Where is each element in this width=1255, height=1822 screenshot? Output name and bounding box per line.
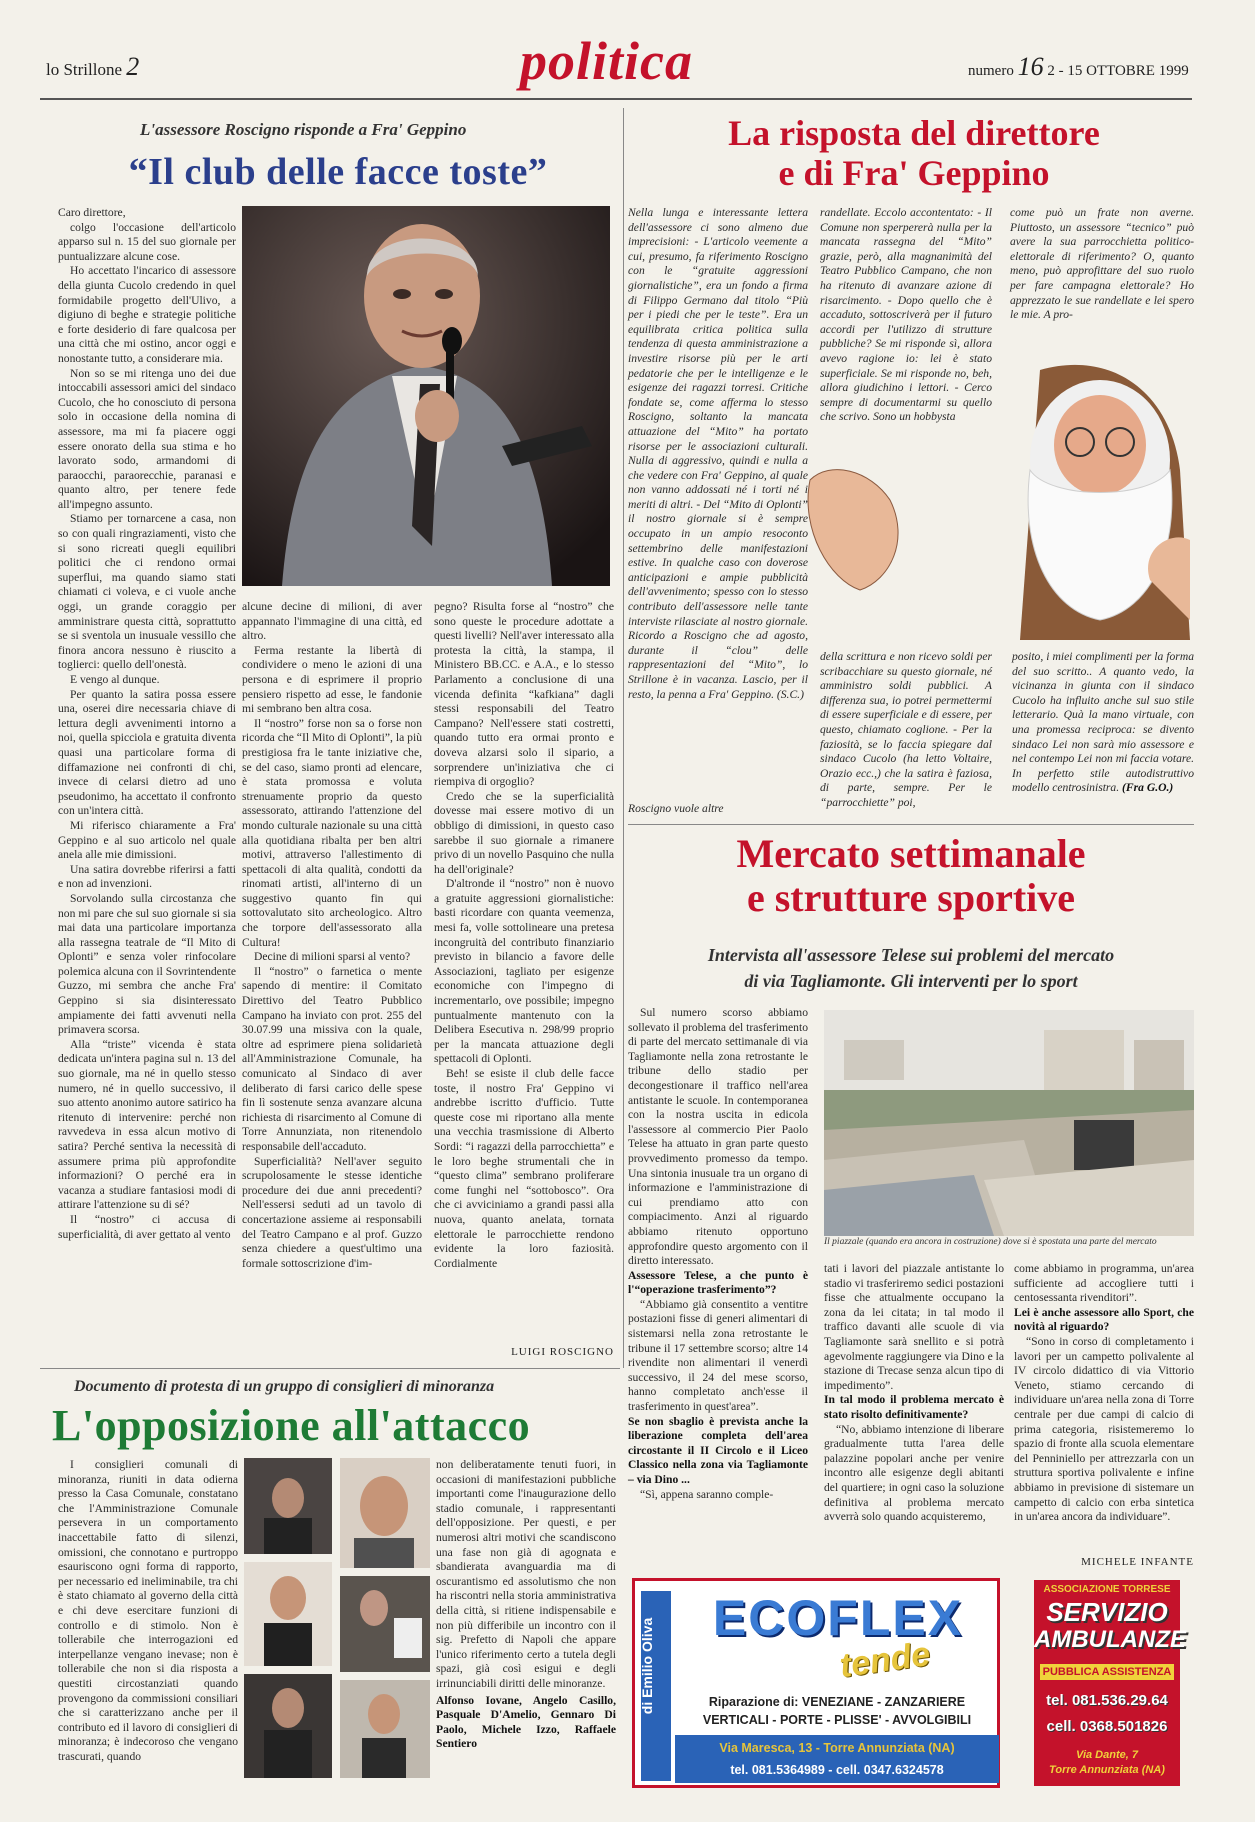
article3-headline bbox=[628, 832, 1194, 920]
issue-number: 16 bbox=[1017, 52, 1044, 81]
article2-column-1 bbox=[628, 206, 808, 810]
paragraph: Caro direttore, bbox=[58, 206, 126, 219]
paragraph: come può un frate non averne. Piuttosto, un assessore “tecnico” può avere la sua parrocchietta politico-elettorale di riferimento? O, quanto meno, può approfittare del suo ruolo per fare campagna elettorale? Ho apprezzato le sue randellate e lei spero le mie. A pro- bbox=[1010, 206, 1194, 322]
paragraph: “Abbiamo già consentito a ventitre postazioni fisse di generi alimentari di sistemarsi nella zona retrostante le tribune il 17 settembre scorso; altre 14 rivendite non alimentari il venerdì successivo, il 24 del mese scorso, hanno completato anch'esse il trasferimento in quest'area”. bbox=[628, 1297, 808, 1414]
publication-name: lo Strillone bbox=[46, 60, 123, 79]
article3-headline-line2: e strutture sportive bbox=[746, 875, 1076, 920]
paragraph: Il “nostro” ci accusa di superficialità, di aver gettato al vento bbox=[58, 1212, 236, 1241]
paragraph: Il “nostro” forse non sa o forse non ricorda che “Il Mito di Oplonti”, la più prestigiosa fra le tante iniziative che, se del caso, siamo pronti ad elencare, è stata promossa e voluta strenuamente proprio da questo assessorato, attirando l'attenzione del mondo culturale nazionale su una città alla quotidiana ribalta per ben altri motivi, attraverso l'allestimento di spettacoli di alta qualità, condotti da rinomati artisti, all'interno di un suggestivo quanto fin qui sottovalutato sito archeologico. Altro che torpore dell'assessorato alla Cultura! bbox=[242, 716, 422, 949]
article2-column-3-bottom bbox=[1012, 650, 1194, 820]
header-rule bbox=[40, 98, 1192, 100]
ambulanze-band: PUBBLICA ASSISTENZA bbox=[1040, 1664, 1174, 1680]
article2-column-2-bottom bbox=[820, 650, 992, 820]
ecoflex-line1: Riparazione di: VENEZIANE - ZANZARIERE bbox=[708, 1695, 966, 1709]
paragraph: Una satira dovrebbe riferirsi a fatti e non ad invenzioni. bbox=[58, 862, 236, 891]
paragraph: Ho accettato l'incarico di assessore della giunta Cucolo credendo in quel formidabile progetto dell'Ulivo, a digiuno di beghe e strategie politiche e forte desiderio di fare qualcosa per una città che mi ostino, ancor oggi e nonostante tutto, a considerare mia. bbox=[58, 264, 236, 365]
paragraph: alcune decine di milioni, di aver appannato l'immagine di una città, ed altro. bbox=[242, 600, 422, 643]
paragraph: Non so se mi ritenga uno dei due intoccabili assessori amici del sindaco Cucolo, che ho conosciuto di persona solo in occasione della nomina di assessore, ma mi fa piacere oggi essere onorato della sua stima e ho lavorato sodo, armandomi di paraocchi, paraorecchie, paranasi e quanto altro, per tenere fede all'impegno assunto. bbox=[58, 366, 236, 511]
page-number: 2 bbox=[126, 52, 140, 81]
article3-column-2 bbox=[824, 1262, 1004, 1572]
article1-column-3 bbox=[434, 600, 614, 1340]
ecoflex-ad bbox=[632, 1578, 1000, 1788]
bottom-rule bbox=[40, 1368, 620, 1369]
ecoflex-line2: VERTICALI - PORTE - PLISSE' - AVVOLGIBILI bbox=[702, 1713, 972, 1727]
paragraph: Ferma restante la libertà di condividere o meno le azioni di una persona e di esprimere il proprio pensiero rispetto ad esse, le fandonie mi sembrano ben altra cosa. bbox=[242, 643, 422, 716]
paragraph: Stiamo per tornarcene a casa, non so con quali ringraziamenti, visto che si sono ricreati quegli equilibri politici che ci rendono ormai superflui, ma quando siamo stati chiamati ci voleva, e ci vuole anche oggi, un grande coraggio per amministrare questa città, soprattutto se si sventola un inusuale vessillo che finora ancora nessuno è riuscito a toglierci: quello dell'onestà. bbox=[58, 512, 236, 672]
article3-column-3 bbox=[1014, 1262, 1194, 1562]
article3-subhead-line2: di via Tagliamonte. Gli interventi per lo sport bbox=[744, 971, 1078, 991]
article3-subhead-line1: Intervista all'assessore Telese sui problemi del mercato bbox=[707, 945, 1115, 965]
ecoflex-address: Via Maresca, 13 - Torre Annunziata (NA) bbox=[719, 1741, 955, 1755]
paragraph: Superficialità? Nell'aver seguito scrupolosamente le stesse identiche procedure dei due anni precedenti? Nell'essersi seduti ad un tavolo di concertazione assieme ai responsabili del Teatro Campano e al prof. Guzzo senza chiedere a quest'ultimo una formale sottoscrizione d'im- bbox=[242, 1154, 422, 1270]
paragraph: Mi riferisco chiaramente a Fra' Geppino e al suo articolo nel quale anela alle mie dimissioni. bbox=[58, 818, 236, 862]
paragraph: Decine di milioni sparsi al vento? bbox=[254, 950, 411, 964]
article3-subhead bbox=[628, 942, 1194, 994]
article1-column-1 bbox=[58, 206, 236, 1362]
article3-column-1 bbox=[628, 1006, 808, 1501]
ambulanze-address bbox=[1034, 1748, 1180, 1778]
header-publication bbox=[46, 52, 139, 82]
article2-headline-line1: La risposta del direttore bbox=[728, 113, 1100, 153]
ecoflex-side-text: di Emilio Oliva bbox=[639, 1617, 655, 1715]
paragraph: Roscigno vuole altre bbox=[628, 802, 724, 815]
paragraph: Nella lunga e interessante lettera dell'assessore ci sono almeno due imprecisioni: - L'articolo veemente a cui, presumo, fa riferimento Roscigno con le “gratuite aggressioni giornalistiche”, era un fondo a firma di Filippo Germano dal titolo “Più per i piedi che per le teste”. Era un equilibrata critica politica sulla tendenza di questa amministrazione a investire risorse più per le arti pedatorie che per le intelligenze e le esigenze dei ragazzi torresi. Critiche fondate se, come afferma lo stesso Roscigno, soltanto la mancata attuazione del “Mito” ha portato risorse per le associazioni culturali. Nulla di aggressivo, quindi e nulla a che vedere con Fra' Geppino, al quale non vanno addossati né i torti né i meriti di altri. - Del “Mito di Oplonti” il nostro giornale si è sempre occupato in un ampio resoconto settembrino delle manifestazioni estive. In qualche caso con doverose anticipazioni e ampie pubblicità dell'avvenimento; spesso con lo stesso contributo dell'assessore nelle tante interviste rilasciate al nostro giornale. Ricordo a Roscigno che ad agosto, durante il “clou” delle rappresentazioni del “Mito”, lo Strillone è in vacanza. Lascio, per il resto, la penna a Fra' Geppino. (S.C.) bbox=[628, 206, 808, 701]
paragraph: randellate. Eccolo accontentato: - Il Comune non sperpererà nulla per la mancata rassegna del “Mito” grazie, però, alla magnanimità del Teatro Pubblico Campano, che non ha ritenuto di avanzare azione di risarcimento. - Dopo quello che è accaduto, sottoscriverà per il futuro accordi per l'utilizzo di strutture pubbliche? Se mi risponde sì, allora avevo ragione io: lei è stato superficiale. Se mi risponde no, beh, allora giudichino i lettori. - Cerco sempre di documentarmi su quello che scrivo. Sono un hobbysta bbox=[820, 206, 992, 424]
market-photo-caption: Il piazzale (quando era ancora in costruzione) dove si è spostata una parte del mercato bbox=[824, 1237, 1157, 1247]
article3-headline-line1: Mercato settimanale bbox=[736, 831, 1086, 876]
paragraph: Sorvolando sulla circostanza che non mi pare che sul suo giornale si sia mai data una particolare importanza alla rassegna teatrale de “Il Mito di Oplonti” e senza voler rinfocolare polemica alcuna con il Sovrintendente Guzzo, mi sembra che anche Fra' Geppino si sia disinteressato ampiamente dei fatti avvenuti nella primavera scorsa. bbox=[58, 891, 236, 1037]
paragraph: pegno? Risulta forse al “nostro” che sono queste le procedure adottate a questi livelli? Nell'aver interessato alla protesta la città, la stampa, il Ministero BB.CC. e A.A., e lo stesso Parlamento a conclusione di una vicenda definita “kafkiana” dagli stessi responsabili del Teatro Campano? Nell'essere stati costretti, quando tutto era ormai pronto e doveva alzarsi solo il sipario, a sorprendere un'iniziativa che ci riempiva di orgoglio? bbox=[434, 600, 614, 789]
paragraph: Beh! se esiste il club delle facce toste, il nostro Fra' Geppino vi andrebbe iscritto d'ufficio. Tutte queste cose mi riportano alla mente una vecchia trasmissione di Alberto Sordi: “i ragazzi della parrocchietta” e le loro beghe strumentali che in “questo clima” sembrano proliferare come funghi nel “sottobosco”. Ora che ci avviciniamo a grandi passi alla nuova, quanto anelata, tornata elettorale le parrocchiette rendono evidente la loro faziosità. Cordialmente bbox=[434, 1067, 614, 1270]
issue-date: 2 - 15 OTTOBRE 1999 bbox=[1047, 63, 1189, 79]
paragraph: Alla “triste” vicenda è stata dedicata un'intera pagina sul n. 13 del suo giornale, ma né in quello stesso numero, né in quello successivo, il suo attento anonimo autore satirico ha ritenuto di intervenire: perché non ravvedeva in essa alcun motivo di satira? Perché sentiva la necessità di assumere prima più approfondite informazioni? O perché era in vacanza a studiare fantasiosi modi di attirare l'attenzione su di sé? bbox=[58, 1037, 236, 1212]
ambulanze-addr2: Torre Annunziata (NA) bbox=[1049, 1764, 1165, 1776]
paragraph: Credo che se la superficialità dovesse mai essere motivo di un obbligo di dimissioni, in questo caso sarebbe il suo giornale a rimanere privo di un novello Pasquino che nulla ha dell'originale? bbox=[434, 789, 614, 876]
ambulanze-addr1: Via Dante, 7 bbox=[1076, 1749, 1138, 1761]
councillor-photos bbox=[244, 1458, 430, 1778]
article4-headline: L'opposizione all'attacco bbox=[52, 1401, 531, 1450]
paragraph: “No, abbiamo intenzione di liberare gradualmente tutta l'area delle palazzine popolari anche per venire incontro alle esigenze degli abitanti del quartiere; in ogni caso la soluzione definitiva al problema mercato avverrà solo quando acquisteremo, bbox=[824, 1422, 1004, 1524]
paragraph: della scrittura e non ricevo soldi per scribacchiare su questo giornale, né amministro soldi pubblici. A differenza sua, io potrei permettermi di essere superficiale e di essere, per questo, chiamato coglione. - Per la faziosità, se lo faccia spiegare dal sindaco Cucolo (ha letto Voltaire, Orazio ecc.,) che la satira è faziosa, di parte, sempre. Per le “parrocchiette” poi, bbox=[820, 650, 992, 809]
article2-col3-bottom-text: posito, i miei complimenti per la forma del suo scritto.. A quanto vedo, la vicinanza in giunta con il sindaco Cucolo ha influito anche sul suo stile letterario. Quà la mano virtuale, con una promessa reciproca: se divento sindaco Lei non sarà mio assessore e nel contempo Lei non mi faccia votare. In perfetto stile autodistruttivo modello centrosinistra. bbox=[1012, 650, 1194, 795]
question: Se non sbaglio è prevista anche la liberazione completa dell'area circostante il II Circolo e il Liceo Classico nella zona via Tagliamonte – via Dino ... bbox=[628, 1414, 808, 1486]
article2-headline bbox=[636, 114, 1192, 193]
ambulanze-cell: cell. 0368.501826 bbox=[1046, 1718, 1168, 1735]
paragraph: Sul numero scorso abbiamo sollevato il problema del trasferimento di parte del mercato settimanale di via Tagliamonte nella zona retrostante le tribune dello stadio per decongestionare il traffico nell'area antistante le scuole. In contemporanea con la nostra uscita in edicola l'assessore al commercio Pier Paolo Telese ha attuato in gran parte questo provvedimento promesso da tempo. Una sintonia inusuale tra un organo di informazione e l'amministrazione di cui prendiamo atto con compiacimento. Anzi al riguardo abbiamo ritenuto opportuno approfondire questo argomento con il diretto interessato. bbox=[628, 1006, 808, 1268]
article4-kicker: Documento di protesta di un gruppo di consiglieri di minoranza bbox=[74, 1378, 495, 1395]
ecoflex-sub: tende bbox=[837, 1634, 933, 1686]
paragraph: E vengo al dunque. bbox=[70, 673, 160, 686]
signers: Alfonso Iovane, Angelo Casillo, Pasquale D'Amelio, Gennaro Di Paolo, Michele Izzo, Raffaele Sentiero bbox=[436, 1693, 616, 1751]
paragraph: come abbiamo in programma, un'area sufficiente ad accogliere tutti i centosessanta rivenditori”. bbox=[1014, 1262, 1194, 1305]
paragraph: tati i lavori del piazzale antistante lo stadio vi trasferiremo sedici postazioni fisse che attualmente occupano la zona da lei citata; in tal modo il traffico davanti alle scuole di via Tagliamonte sarà snellito e si potrà agevolmente raggiungere via Dino e la stazione di Trecase senza alcun tipo di impedimento”. bbox=[824, 1262, 1004, 1392]
article2-column-1-tail bbox=[628, 802, 808, 817]
question: Assessore Telese, a che punto è l'“operazione trasferimento”? bbox=[628, 1268, 808, 1297]
article2-signature: (Fra G.O.) bbox=[1122, 781, 1174, 795]
market-photo bbox=[824, 1010, 1194, 1236]
ambulanze-tel: tel. 081.536.29.64 bbox=[1046, 1692, 1168, 1709]
assessor-photo bbox=[242, 206, 610, 586]
section-rule bbox=[628, 824, 1194, 825]
ambulanze-title2: AMBULANZE bbox=[1034, 1626, 1186, 1653]
article4-column-1 bbox=[58, 1458, 238, 1788]
article1-signature: LUIGI ROSCIGNO bbox=[511, 1346, 614, 1358]
ambulanze-title1: SERVIZIO bbox=[1046, 1597, 1168, 1627]
article3-signature: MICHELE INFANTE bbox=[1081, 1556, 1194, 1568]
paragraph: Per quanto la satira possa essere una, oserei dire necessaria chiave di lettura degli avvenimenti intorno a noi, quella spicciola e gratuita diventa quasi una particolare forma di diffamazione nei confronti di chi, invece di celarsi dietro ad uno pseudonimo, ha accettato il confronto con un'intera città. bbox=[58, 687, 236, 818]
paragraph: Il “nostro” o farnetica o mente sapendo di mentire: il Comitato Direttivo del Teatro Pubblico Campano ha inviato con prot. 255 del 30.07.99 una missiva con la quale, oltre ad esprimere piena solidarietà all'Amministrazione Comunale, ha comunicato al Sindaco di aver deliberato di farsi carico delle spese fin lì sostenute senza avanzare alcuna richiesta di risarcimento al Comune di Torre Annunziata, non ritenendolo responsabile dell'accaduto. bbox=[242, 964, 422, 1153]
ecoflex-contact bbox=[675, 1735, 999, 1783]
paragraph: D'altronde il “nostro” non è nuovo a gratuite aggressioni giornalistiche: basti ricordare con quanta veemenza, mesi fa, volle sottolineare una pretesa incongruità del contributo finanziario previsto in bilancio a favore delle Associazioni, tagliato per esigenze economiche con l'impegno di incrementarlo, ove possibile; impegno puntualmente mantenuto con la Delibera Esecutiva n. 298/99 proprio per la mancata attuazione degli spettacoli di Oplonti. bbox=[434, 877, 614, 1066]
section-title: politica bbox=[520, 31, 693, 91]
ambulanze-phones bbox=[1034, 1688, 1180, 1740]
article1-column-2 bbox=[242, 600, 422, 1362]
ambulanze-title bbox=[1034, 1597, 1186, 1654]
paragraph: I consiglieri comunali di minoranza, riuniti in data odierna presso la Casa Comunale, constatano che l'Amministrazione Comunale persevera in un comportamento inaccettabile fatto di silenzi, omissioni, che connotano e purtroppo esauriscono ogni forma di rapporto, per necessario ed ineliminabile, tra chi è stato chiamato al governo della città e chi deve esercitare funzioni di controllo e di stimolo. Non è tollerabile che interrogazioni ed interpellanze vengano inevase; non è tollerabile che non si dia risposta a questiti circostanziati quando provengono da commissioni consiliari che si caratterizzano anche per il contributo ed il lavoro di consiglieri di minoranza; è indecoroso che vengano trascurati, quando bbox=[58, 1458, 238, 1763]
issue-label: numero bbox=[968, 63, 1014, 79]
article2-headline-line2: e di Fra' Geppino bbox=[778, 152, 1050, 193]
paragraph: non deliberatamente tenuti fuori, in occasioni di manifestazioni pubbliche importanti come l'inaugurazione dello stadio comunale, i rappresentanti dell'opposizione. Per questi, e per numerosi altri motivi che scandiscono una fase non già di agognata e sbandierata avanguardia ma di oscurantismo ed assolutismo che non ha riscontri nella storia amministrativa della città, si ritiene indispensabile e non più differibile un incontro con il sig. Prefetto di Napoli che appare l'unico riferimento certo a tutela degli spazi, già così esigui e degli irrinunciabili diritti delle minoranze. bbox=[436, 1458, 616, 1690]
paragraph: “Sì, appena saranno comple- bbox=[640, 1487, 774, 1501]
paragraph bbox=[1012, 650, 1194, 796]
ambulanze-ad bbox=[1034, 1580, 1186, 1786]
ecoflex-brand: ECOFLEX bbox=[712, 1590, 964, 1646]
ecoflex-services bbox=[675, 1693, 999, 1729]
ecoflex-phone: tel. 081.5364989 - cell. 0347.6324578 bbox=[730, 1763, 944, 1777]
article1-headline: “Il club delle facce toste” bbox=[128, 151, 548, 193]
paragraph: colgo l'occasione dell'articolo apparso sul n. 15 del suo giornale per puntualizzare alcune cose. bbox=[58, 220, 236, 263]
ambulanze-top: ASSOCIAZIONE TORRESE bbox=[1043, 1584, 1171, 1595]
paragraph: “Sono in corso di completamento i lavori per un campetto polivalente al IV circolo didattico di via Vittorio Veneto, stiamo cercando di individuare un'area nella zona di Torre centrale per due campi di calcio di prima categoria, risistemeremo lo spazio di fronte alla scuola elementare del Penniniello per attrezzarla con un struttura sportiva polivalente e infine abbiamo in previsione di sistemare un campetto di calcio con erba sintetica in un'area ancora da individuare”. bbox=[1014, 1334, 1194, 1524]
question: Lei è anche assessore allo Sport, che novità al riguardo? bbox=[1014, 1305, 1194, 1334]
article4-column-3 bbox=[436, 1458, 616, 1788]
article1-kicker: L'assessore Roscigno risponde a Fra' Geppino bbox=[140, 120, 467, 139]
fra-geppino-illustration bbox=[790, 350, 1190, 640]
header-issue bbox=[968, 52, 1189, 82]
column-divider bbox=[623, 108, 624, 1368]
question: In tal modo il problema mercato è stato risolto definitivamente? bbox=[824, 1393, 1004, 1421]
